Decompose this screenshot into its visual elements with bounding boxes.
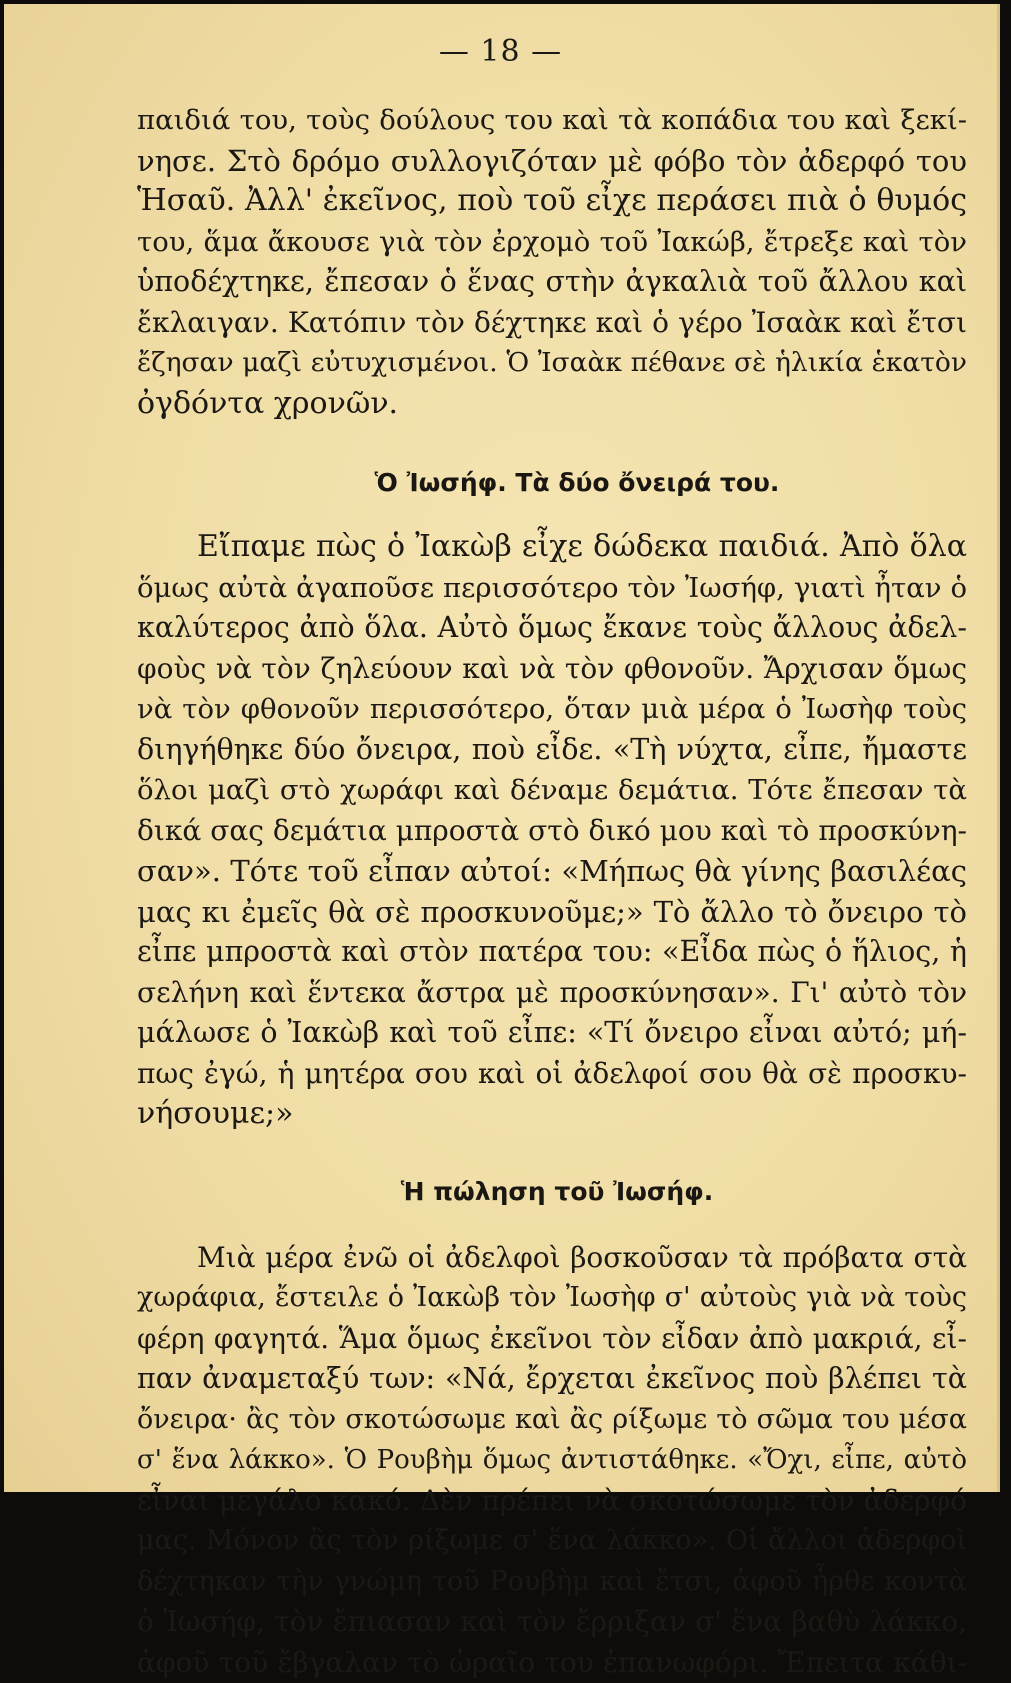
text-line: ἔκλαιγαν. Κατόπιν τὸν δέχτηκε καὶ ὁ γέρο Ἰσαὰκ καὶ ἔτσι	[137, 303, 967, 344]
text-line: μάλωσε ὁ Ἰακὼβ καὶ τοῦ εἶπε: «Τί ὄνειρο εἶναι αὐτό; μή-	[137, 1013, 967, 1054]
text-line: του, ἅμα ἄκουσε γιὰ τὸν ἐρχομὸ τοῦ Ἰακώβ, ἔτρεξε καὶ τὸν	[137, 222, 967, 263]
text-line: ὄνειρα· ἂς τὸν σκοτώσωμε καὶ ἂς ρίξωμε τὸ σῶμα του μέσα	[137, 1400, 967, 1441]
text-line: Εἴπαμε πὼς ὁ Ἰακὼβ εἶχε δώδεκα παιδιά. Ἀπὸ ὅλα	[137, 527, 967, 568]
text-line: ἔζησαν μαζὶ εὐτυχισμένοι. Ὁ Ἰσαὰκ πέθανε σὲ ἡλικία ἑκατὸν	[137, 343, 967, 384]
text-line: χωράφια, ἔστειλε ὁ Ἰακὼβ τὸν Ἰωσὴφ σ' αὐτοὺς γιὰ νὰ τοὺς	[137, 1278, 967, 1319]
paragraph-1	[137, 100, 967, 424]
text-line: φοὺς νὰ τὸν ζηλεύουν καὶ νὰ τὸν φθονοῦν. Ἄρχισαν ὅμως	[137, 649, 967, 690]
text-line: ὁ Ἰωσήφ, τὸν ἔπιασαν καὶ τὸν ἔρριξαν σ' ἕνα βαθὺ λάκκο,	[137, 1602, 967, 1643]
text-line: σαν». Τότε τοῦ εἶπαν αὐτοί: «Μήπως θὰ γίνης βασιλέας	[137, 851, 967, 892]
page-number: — 18 —	[4, 34, 997, 69]
text-line: ὅμως αὐτὰ ἀγαποῦσε περισσότερο τὸν Ἰωσήφ, γιατὶ ἦταν ὁ	[137, 568, 967, 609]
text-line: σ' ἕνα λάκκο». Ὁ Ρουβὴμ ὅμως ἀντιστάθηκε. «Ὄχι, εἶπε, αὐτὸ	[137, 1440, 967, 1481]
text-line: μας κι ἐμεῖς θὰ σὲ προσκυνοῦμε;» Τὸ ἄλλο τὸ ὄνειρο τὸ	[137, 892, 967, 933]
text-line: δέχτηκαν τὴν γνώμη τοῦ Ρουβὴμ καὶ ἔτσι, ἀφοῦ ἦρθε κοντὰ	[137, 1562, 967, 1603]
text-line: ἀφοῦ τοῦ ἔβγαλαν τὸ ὡραῖο του ἐπανωφόρι. Ἔπειτα κάθι-	[137, 1643, 967, 1683]
text-line: εἶναι μεγάλο κακό. Δὲν πρέπει νὰ σκοτώσωμε τὸν ἀδερφό	[137, 1481, 967, 1522]
text-line: νήσουμε;»	[137, 1094, 967, 1135]
paragraph-2	[137, 527, 967, 1135]
text-line: σελήνη καὶ ἕντεκα ἄστρα μὲ προσκύνησαν». Γι' αὐτὸ τὸν	[137, 973, 967, 1014]
text-line: εἶπε μπροστὰ καὶ στὸν πατέρα του: «Εἶδα πὼς ὁ ἥλιος, ἡ	[137, 932, 967, 973]
text-line: διηγήθηκε δύο ὄνειρα, ποὺ εἶδε. «Τὴ νύχτα, εἶπε, ἤμαστε	[137, 730, 967, 771]
page-content	[137, 100, 967, 1683]
text-line: Ἡσαῦ. Ἀλλ' ἐκεῖνος, ποὺ τοῦ εἶχε περάσει πιὰ ὁ θυμός	[137, 181, 967, 222]
text-line: ὀγδόντα χρονῶν.	[137, 384, 967, 425]
text-line: Μιὰ μέρα ἐνῶ οἱ ἀδελφοὶ βοσκοῦσαν τὰ πρόβατα στὰ	[137, 1238, 967, 1279]
text-line: καλύτερος ἀπὸ ὅλα. Αὐτὸ ὅμως ἔκανε τοὺς ἄλλους ἀδελ-	[137, 608, 967, 649]
text-line: παιδιά του, τοὺς δούλους του καὶ τὰ κοπάδια του καὶ ξεκί-	[137, 100, 967, 141]
paragraph-3	[137, 1238, 967, 1683]
section-heading-joseph-sale: Ἡ πώληση τοῦ Ἰωσήφ.	[137, 1177, 967, 1206]
book-page	[4, 4, 1000, 1492]
text-line: πως ἐγώ, ἡ μητέρα σου καὶ οἱ ἀδελφοί σου θὰ σὲ προσκυ-	[137, 1054, 967, 1095]
text-line: φέρη φαγητά. Ἅμα ὅμως ἐκεῖνοι τὸν εἶδαν ἀπὸ μακριά, εἶ-	[137, 1319, 967, 1360]
text-line: δικά σας δεμάτια μπροστὰ στὸ δικό μου καὶ τὸ προσκύνη-	[137, 811, 967, 852]
text-line: νησε. Στὸ δρόμο συλλογιζόταν μὲ φόβο τὸν ἀδερφό του	[137, 141, 967, 182]
text-line: ὑποδέχτηκε, ἔπεσαν ὁ ἕνας στὴν ἀγκαλιὰ τοῦ ἄλλου καὶ	[137, 262, 967, 303]
text-line: νὰ τὸν φθονοῦν περισσότερο, ὅταν μιὰ μέρα ὁ Ἰωσὴφ τοὺς	[137, 689, 967, 730]
section-heading-joseph-dreams: Ὁ Ἰωσήφ. Τὰ δύο ὄνειρά του.	[137, 468, 967, 497]
text-line: παν ἀναμεταξύ των: «Νά, ἔρχεται ἐκεῖνος ποὺ βλέπει τὰ	[137, 1359, 967, 1400]
text-line: μας. Μόνον ἂς τὸν ρίξωμε σ' ἕνα λάκκο». Οἱ ἄλλοι ἀδερφοὶ	[137, 1521, 967, 1562]
text-line: ὅλοι μαζὶ στὸ χωράφι καὶ δέναμε δεμάτια. Τότε ἔπεσαν τὰ	[137, 770, 967, 811]
